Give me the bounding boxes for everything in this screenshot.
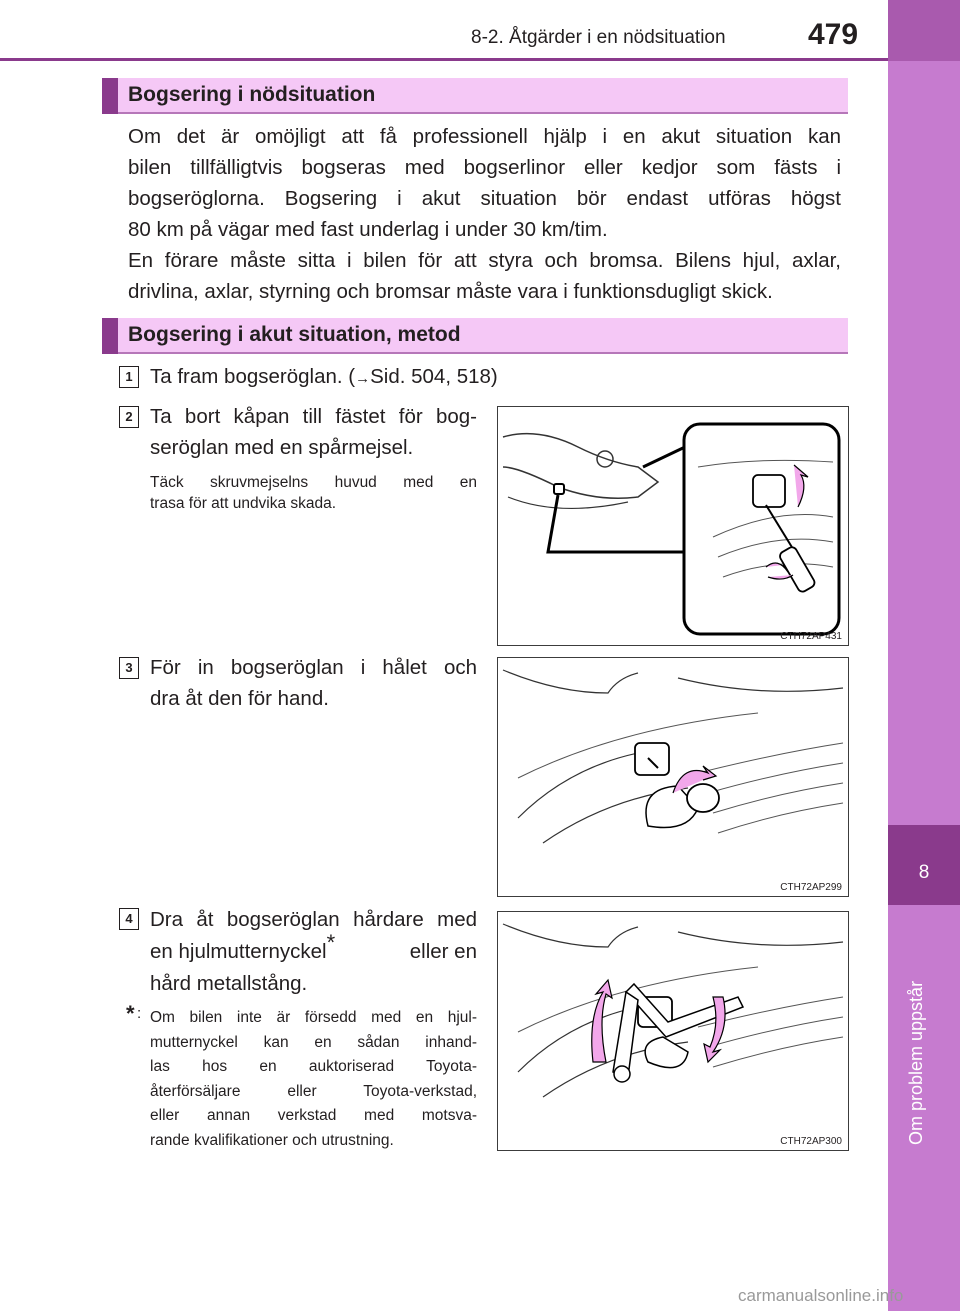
figure-code: CTH72AP431 [780,631,842,642]
step-4-footnote [150,1006,477,1153]
step-line: Dra åt bogseröglan hårdare med [150,908,477,931]
section-title: 8-2. Åtgärder i en nödsituation [471,27,726,48]
heading-accent-bar [102,318,118,354]
para-line: bilen tillfälligtvis bogseras med bogserlinor eller kedjor som fästs i [128,156,841,179]
figure-tighten-eyelet [497,911,849,1151]
footnote-line: rande kvalifikationer och utrustning. [150,1131,394,1149]
figure-code: CTH72AP300 [780,1136,842,1147]
watermark: carmanualsonline.info [738,1286,904,1305]
step-2-note [150,472,477,514]
footnote-line: eller annan verkstad med motsva- [150,1107,477,1124]
para-line: drivlina, axlar, styrning och bromsar måste vara i funktionsdugligt skick. [128,280,773,303]
page-reference-link[interactable]: Sid. 504, 518) [370,365,498,388]
step-line: dra åt den för hand. [150,687,329,710]
step-number: 4 [119,908,139,930]
chapter-tab-top [888,0,960,61]
step-number: 2 [119,406,139,428]
step-1-text [150,361,498,394]
footnote-line: mutternyckel kan en sådan inhand- [150,1033,477,1051]
step-line: För in bogseröglan i hålet och [150,656,477,679]
section-heading-emergency-towing [102,78,848,114]
step-text-part: Ta fram bogseröglan. ( [150,365,356,388]
arrow-icon: → [355,370,371,387]
heading-text: Bogsering i akut situation, metod [128,323,461,346]
step-line [150,930,477,968]
para-line: bogseröglorna. Bogsering i akut situation bör endast utföras högst [128,187,841,210]
section-heading-method [102,318,848,354]
footnote-line: Om bilen inte är försedd med en hjul- [150,1009,477,1026]
step-line: Ta bort kåpan till fästet för bog- [150,405,477,428]
step-line: seröglan med en spårmejsel. [150,436,414,459]
para-line: En förare måste sitta i bilen för att styra och bromsa. Bilens hjul, axlar, [128,249,841,272]
step-number: 3 [119,657,139,679]
footnote-line: återförsäljare eller Toyota-verkstad, [150,1082,477,1100]
figure-code: CTH72AP299 [780,882,842,893]
note-line: Täck skruvmejselns huvud med en [150,474,477,491]
footnote-star: * [126,1001,135,1026]
chapter-number: 8 [888,825,960,905]
figure-remove-cover [497,406,849,646]
note-line: trasa för att undvika skada. [150,495,337,512]
step-3-text [150,652,477,714]
footnote-colon: : [137,1005,142,1022]
footnote-marker: * [326,930,336,956]
chapter-label: Om problem uppstår [906,980,926,1145]
towing-eyelet-illustration [498,658,848,896]
step-2-text [150,401,477,463]
header-rule [0,58,888,61]
step-number: 1 [119,366,139,388]
step-text-part: en hjulmutternyckel [150,940,327,963]
footnote-line: las hos en auktoriserad Toyota- [150,1058,477,1075]
bumper-cover-illustration [498,407,848,645]
step-text-part: eller en [409,940,477,963]
page-number: 479 [808,18,859,51]
figure-insert-eyelet [497,657,849,897]
step-4-text [150,904,477,1000]
heading-text: Bogsering i nödsituation [128,83,376,106]
heading-accent-bar [102,78,118,114]
intro-paragraph [128,121,841,307]
para-line: 80 km på vägar med fast underlag i under 30 km/tim. [128,218,608,241]
wrench-tightening-illustration [498,912,848,1150]
para-line: Om det är omöjligt att få professionell hjälp i en akut situation kan [128,125,841,148]
step-line: hård metallstång. [150,972,308,995]
